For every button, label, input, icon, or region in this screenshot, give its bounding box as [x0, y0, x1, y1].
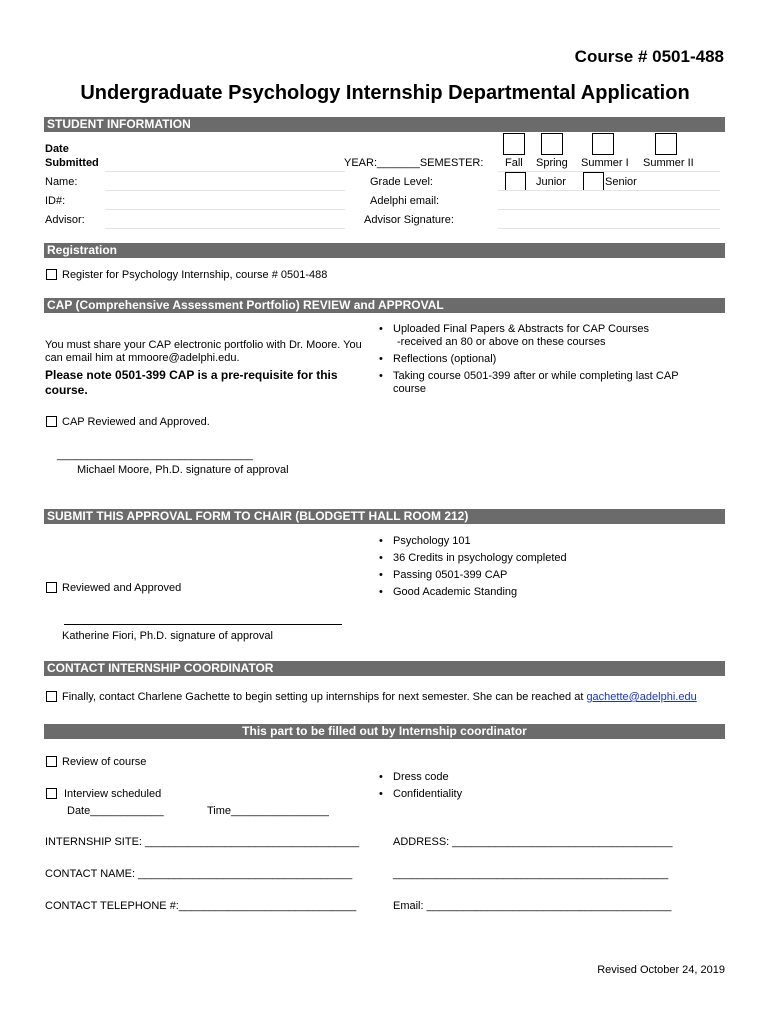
fall-label: Fall	[505, 157, 523, 169]
cap-bullet: • Reflections (optional)	[377, 353, 679, 366]
name-field[interactable]	[105, 190, 345, 191]
reviewed-approved-label: Reviewed and Approved	[62, 582, 182, 594]
student-info-header: STUDENT INFORMATION	[44, 117, 725, 132]
revised-date: Revised October 24, 2019	[597, 964, 725, 976]
email-field[interactable]	[498, 209, 720, 210]
year-semester-label: YEAR:_______SEMESTER:	[344, 157, 484, 169]
interview-time-field[interactable]: Time________________	[207, 805, 329, 817]
moore-signature-line[interactable]: ________________________________	[57, 449, 253, 461]
spring-label: Spring	[536, 157, 568, 169]
cap-approved-label: CAP Reviewed and Approved.	[62, 416, 210, 428]
cap-bullet: • Uploaded Final Papers & Abstracts for CAP Courses -received an 80 or above on these courses	[377, 323, 679, 349]
interview-label: Interview scheduled	[64, 788, 162, 800]
cap-header: CAP (Comprehensive Assessment Portfolio) REVIEW and APPROVAL	[44, 298, 725, 313]
cap-prereq-1: Please note 0501-399 CAP is a pre-requisite for this	[45, 368, 338, 382]
address-field[interactable]: ADDRESS: ____________________________________	[393, 836, 673, 848]
reviewed-approved-checkbox[interactable]	[46, 582, 57, 593]
review-course-checkbox[interactable]	[46, 756, 57, 767]
summer-2-label: Summer II	[643, 157, 694, 169]
fiori-signature-line[interactable]	[64, 624, 342, 625]
summer-2-checkbox[interactable]	[655, 133, 677, 155]
summer-1-label: Summer I	[581, 157, 629, 169]
contact-header: CONTACT INTERNSHIP COORDINATOR	[44, 661, 725, 676]
grade-level-label: Grade Level:	[370, 176, 433, 188]
contact-name-field[interactable]: CONTACT NAME: ___________________________________	[45, 868, 353, 880]
review-course-label: Review of course	[62, 756, 147, 768]
coordinator-header: This part to be filled out by Internship coordinator	[44, 724, 725, 739]
advisor-field[interactable]	[105, 228, 345, 229]
coordinator-email-link[interactable]: gachette@adelphi.edu	[586, 691, 697, 703]
interview-checkbox[interactable]	[46, 788, 57, 799]
submit-bullet: • Psychology 101	[377, 535, 567, 548]
submit-bullet-list	[377, 535, 567, 603]
advisor-signature-field[interactable]	[498, 228, 720, 229]
junior-checkbox[interactable]	[505, 172, 526, 191]
register-label: Register for Psychology Internship, course # 0501-488	[62, 269, 328, 281]
summer-1-checkbox[interactable]	[592, 133, 614, 155]
internship-site-field[interactable]: INTERNSHIP SITE: ___________________________________	[45, 836, 360, 848]
cap-bullet-list	[377, 323, 679, 400]
submit-bullet: • Passing 0501-399 CAP	[377, 569, 567, 582]
id-field[interactable]	[105, 209, 345, 210]
id-label: ID#:	[45, 195, 66, 207]
senior-label: Senior	[605, 176, 637, 188]
semester-rule	[498, 171, 720, 172]
cap-share-text-2: can email him at mmoore@adelphi.edu.	[45, 352, 240, 364]
cap-share-text-1: You must share your CAP electronic portfolio with Dr. Moore. You	[45, 339, 362, 351]
spring-checkbox[interactable]	[541, 133, 563, 155]
contact-text: Finally, contact Charlene Gachette to begin setting up internships for next semester. She can be reached at gachette@adelphi.edu	[62, 691, 697, 703]
moore-signature-caption: Michael Moore, Ph.D. signature of approval	[77, 464, 289, 476]
page-title: Undergraduate Psychology Internship Departmental Application	[80, 82, 690, 104]
submit-header: SUBMIT THIS APPROVAL FORM TO CHAIR (BLODGETT HALL ROOM 212)	[44, 509, 725, 524]
contact-checkbox[interactable]	[46, 691, 57, 702]
submit-bullet: • Good Academic Standing	[377, 586, 567, 599]
date-submitted-field[interactable]	[105, 171, 345, 172]
register-checkbox[interactable]	[46, 269, 57, 280]
interview-date-field[interactable]: Date____________	[67, 805, 164, 817]
coordinator-bullet: • Dress code	[377, 771, 462, 784]
email-label: Adelphi email:	[370, 195, 440, 207]
address-line-2-field[interactable]: _____________________________________________	[393, 868, 669, 880]
senior-checkbox[interactable]	[583, 172, 604, 191]
grade-rule	[498, 190, 720, 191]
cap-approved-checkbox[interactable]	[46, 416, 57, 427]
date-label: Date	[45, 143, 69, 155]
coordinator-bullet-list	[377, 771, 462, 805]
coordinator-bullet: • Confidentiality	[377, 788, 462, 801]
cap-prereq-2: course.	[45, 383, 88, 397]
course-number: Course # 0501-488	[574, 47, 724, 66]
registration-header: Registration	[44, 243, 725, 258]
advisor-label: Advisor:	[45, 214, 85, 226]
cap-bullet: • Taking course 0501-399 after or while completing last CAP course	[377, 370, 679, 396]
submit-bullet: • 36 Credits in psychology completed	[377, 552, 567, 565]
name-label: Name:	[45, 176, 78, 188]
contact-email-field[interactable]: Email: ________________________________________	[393, 900, 672, 912]
contact-telephone-field[interactable]: CONTACT TELEPHONE #:_____________________________	[45, 900, 357, 912]
fiori-signature-caption: Katherine Fiori, Ph.D. signature of approval	[62, 630, 273, 642]
fall-checkbox[interactable]	[503, 133, 525, 155]
submitted-label: Submitted	[45, 157, 99, 169]
advisor-signature-label: Advisor Signature:	[364, 214, 454, 226]
junior-label: Junior	[536, 176, 566, 188]
